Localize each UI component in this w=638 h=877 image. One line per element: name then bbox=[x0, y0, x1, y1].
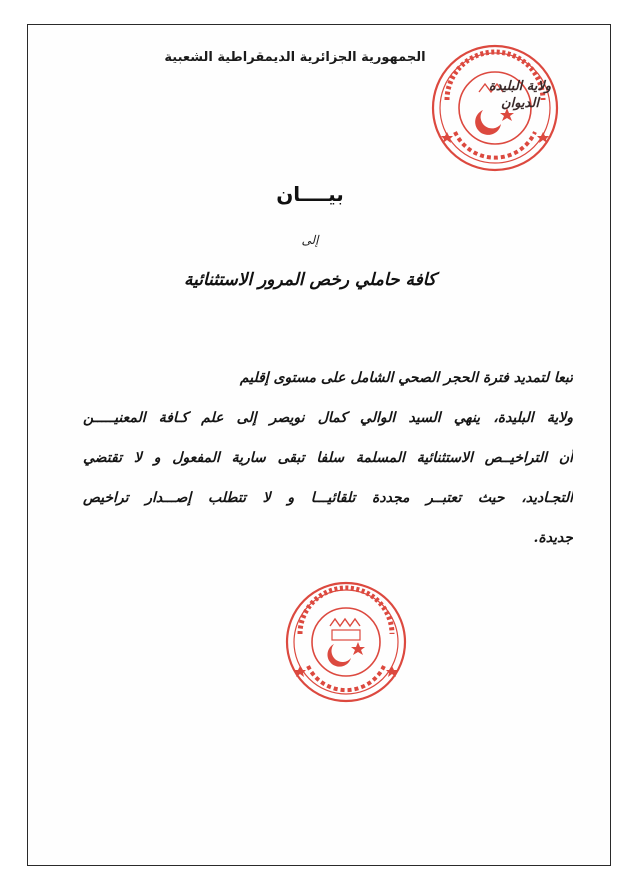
stamp-text-wilaya: ولاية البليدة bbox=[488, 79, 552, 94]
stamp-text-diwan: الديوان bbox=[501, 96, 539, 111]
body-line-2: ولاية البليدة، ينهي السيد الوالي كمال نويصر إلى علم كـافة المعنيـــــن bbox=[83, 410, 573, 426]
official-stamp-bottom bbox=[282, 578, 410, 706]
to-label: إلى bbox=[301, 233, 319, 247]
document-title: بيــــان bbox=[276, 182, 344, 206]
body-line-3: أن التراخيــص الاستثنائية المسلمة سلفا تبقى سارية المفعول و لا تقتضي bbox=[83, 450, 573, 466]
announcement-body bbox=[83, 366, 573, 566]
body-line-4: التجـاديد، حيث تعتبــر مجددة تلقائيـــا و لا تتطلب إصـــدار تراخيص bbox=[83, 490, 573, 506]
stamp-handwritten-text bbox=[480, 78, 560, 112]
body-line-5: جديدة. bbox=[533, 530, 573, 546]
republic-header: الجمهورية الجزائرية الديمقراطية الشعبية bbox=[164, 50, 426, 65]
recipients-line: كافة حاملي رخص المرور الاستثنائية bbox=[183, 270, 437, 290]
body-line-1: تبعا لتمديد فترة الحجر الصحي الشامل على مستوى إقليم bbox=[239, 370, 573, 386]
